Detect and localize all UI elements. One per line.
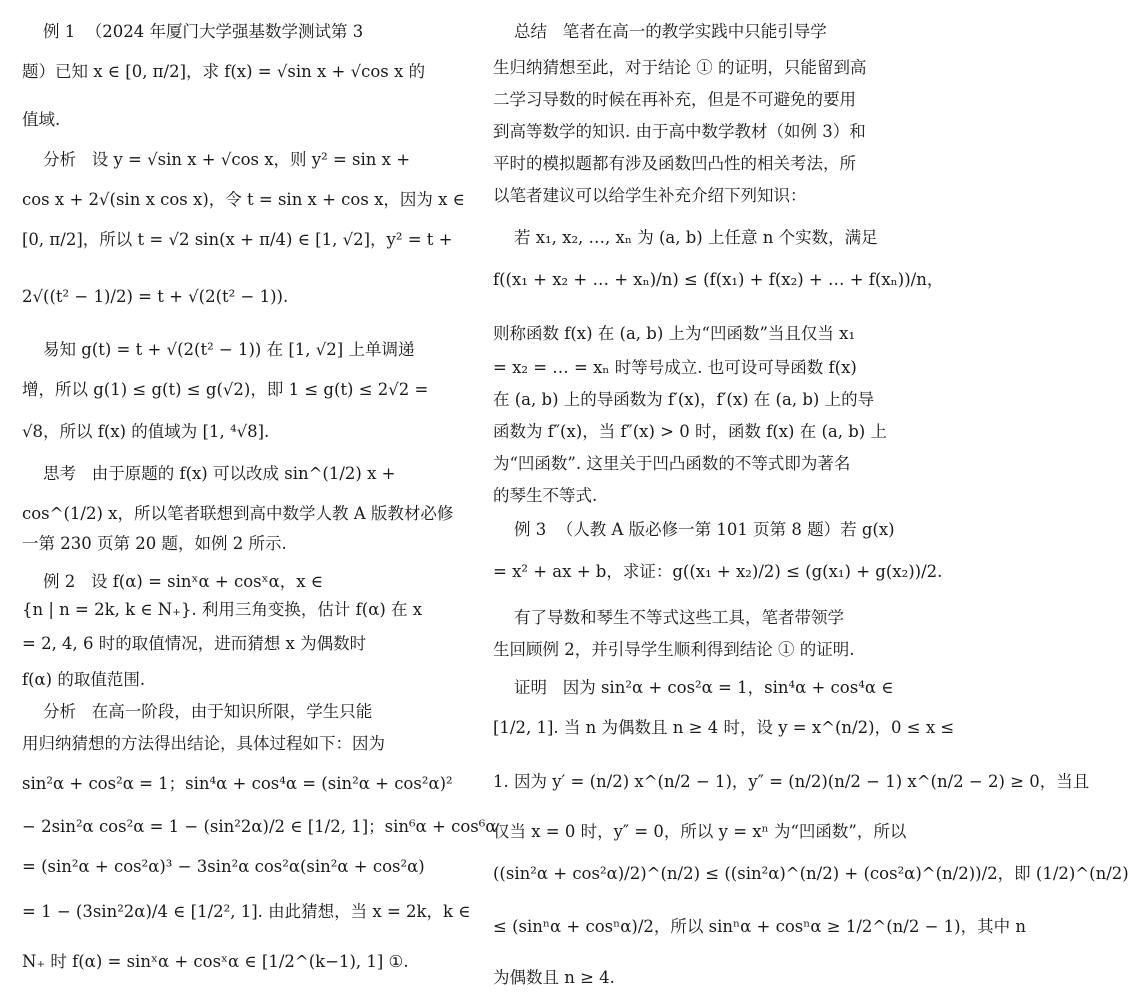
left-line [22, 772, 462, 796]
left-line-text: sin²α + cos²α = 1；sin⁴α + cos⁴α = (sin²α + cos²α)² [22, 774, 453, 793]
left-line-text: √8，所以 f(x) 的值域为 [1, ⁴√8]. [22, 422, 270, 441]
right-line-text: 证明 因为 sin²α + cos²α = 1，sin⁴α + cos⁴α ∈ [493, 678, 894, 697]
left-line-text: 例 2 设 f(α) = sinˣα + cosˣα，x ∈ [22, 572, 324, 591]
left-line [22, 632, 462, 656]
left-line-text: 用归纳猜想的方法得出结论，具体过程如下：因为 [22, 734, 385, 753]
right-line-text: 有了导数和琴生不等式这些工具，笔者带领学 [493, 608, 844, 627]
right-line-text: 若 x₁, x₂, …, xₙ 为 (a, b) 上任意 n 个实数，满足 [493, 228, 878, 247]
right-line-text: 到高等数学的知识. 由于高中数学教材（如例 3）和 [493, 122, 866, 141]
left-line-text: f(α) 的取值范围. [22, 670, 146, 689]
right-line [493, 184, 933, 208]
right-line-text: ((sin²α + cos²α)/2)^(n/2) ≤ ((sin²α)^(n/2) + (cos²α)^(n/2))/2，即 (1/2)^(n/2) [493, 864, 1129, 883]
right-line-text: 则称函数 f(x) 在 (a, b) 上为“凹函数”当且仅当 x₁ [493, 324, 856, 343]
right-line-text: 生归纳猜想至此，对于结论 ① 的证明，只能留到高 [493, 58, 867, 77]
right-line-text: 例 3 （人教 A 版必修一第 101 页第 8 题）若 g(x) [493, 520, 895, 539]
right-line [493, 862, 1129, 886]
left-line-text: 分析 在高一阶段，由于知识所限，学生只能 [22, 702, 373, 721]
right-line-text: 以笔者建议可以给学生补充介绍下列知识： [493, 186, 807, 205]
right-line [493, 638, 933, 662]
left-line-text: = 1 − (3sin²2α)/4 ∈ [1/2², 1]. 由此猜想，当 x = 2k，k ∈ [22, 902, 471, 921]
right-line [493, 770, 1090, 794]
left-line-text: = (sin²α + cos²α)³ − 3sin²α cos²α(sin²α + cos²α) [22, 857, 425, 876]
right-line-text: 二学习导数的时候在再补充，但是不可避免的要用 [493, 90, 856, 109]
right-line-text: 为“凹函数”. 这里关于凹凸函数的不等式即为著名 [493, 454, 851, 473]
left-line [22, 855, 462, 879]
left-line-text: cos x + 2√(sin x cos x)，令 t = sin x + cos x，因为 x ∈ [22, 190, 465, 209]
right-line-text: 为偶数且 n ≥ 4. [493, 968, 615, 987]
right-line [493, 268, 944, 292]
right-line-text: 总结 笔者在高一的教学实践中只能引导学 [493, 22, 827, 41]
right-line-text: 在 (a, b) 上的导函数为 f′(x)，f′(x) 在 (a, b) 上的导 [493, 390, 875, 409]
left-line-text: 2√((t² − 1)/2) = t + √(2(t² − 1)). [22, 287, 289, 306]
left-line [22, 108, 462, 132]
left-column [22, 0, 497, 1000]
right-line-text: ≤ (sinⁿα + cosⁿα)/2，所以 sinⁿα + cosⁿα ≥ 1/2^(n/2 − 1)，其中 n [493, 917, 1026, 936]
left-line [22, 420, 462, 444]
right-line [493, 20, 933, 44]
left-line [22, 570, 462, 594]
right-line [493, 322, 933, 346]
right-line-text: = x₂ = … = xₙ 时等号成立. 也可设可导函数 f(x) [493, 358, 857, 377]
right-line [493, 820, 933, 844]
left-line-text: N₊ 时 f(α) = sinˣα + cosˣα ∈ [1/2^(k−1), 1] ①. [22, 952, 409, 971]
right-line [493, 716, 955, 740]
right-line-text: 仅当 x = 0 时，y″ = 0，所以 y = xⁿ 为“凹函数”，所以 [493, 822, 907, 841]
left-line [22, 285, 462, 309]
right-column [493, 0, 1129, 1000]
left-line [22, 668, 462, 692]
left-line [22, 950, 462, 974]
right-line-text: 函数为 f″(x)，当 f″(x) > 0 时，函数 f(x) 在 (a, b) 上 [493, 422, 887, 441]
right-line-text: 平时的模拟题都有涉及函数凹凸性的相关考法，所 [493, 154, 856, 173]
left-line [22, 502, 462, 526]
left-line-text: 增，所以 g(1) ≤ g(t) ≤ g(√2)，即 1 ≤ g(t) ≤ 2√2 = [22, 380, 429, 399]
right-line-text: 1. 因为 y′ = (n/2) x^(n/2 − 1)，y″ = (n/2)(n/2 − 1) x^(n/2 − 2) ≥ 0，当且 [493, 772, 1090, 791]
left-line [22, 148, 462, 172]
right-line [493, 560, 943, 584]
right-line [493, 452, 933, 476]
left-line-text: − 2sin²α cos²α = 1 − (sin²2α)/2 ∈ [1/2, 1]；sin⁶α + cos⁶α [22, 817, 497, 836]
left-line [22, 900, 471, 924]
left-line-text: 易知 g(t) = t + √(2(t² − 1)) 在 [1, √2] 上单调递 [22, 340, 415, 359]
left-line-text: 值域. [22, 110, 61, 129]
right-line [493, 915, 1026, 939]
left-line-text: 分析 设 y = √sin x + √cos x，则 y² = sin x + [22, 150, 411, 169]
left-line [22, 228, 462, 252]
right-line-text: = x² + ax + b，求证：g((x₁ + x₂)/2) ≤ (g(x₁) + g(x₂))/2. [493, 562, 943, 581]
left-line-text: {n | n = 2k, k ∈ N₊}. 利用三角变换，估计 f(α) 在 x [22, 600, 423, 619]
left-line-text: 题）已知 x ∈ [0, π/2]，求 f(x) = √sin x + √cos x 的 [22, 62, 426, 81]
right-line [493, 88, 933, 112]
right-line [493, 518, 933, 542]
left-line-text: [0, π/2]，所以 t = √2 sin(x + π/4) ∈ [1, √2]，y² = t + [22, 230, 453, 249]
right-line [493, 356, 933, 380]
right-line-text: 生回顾例 2，并引导学生顺利得到结论 ① 的证明. [493, 640, 855, 659]
left-line [22, 598, 462, 622]
right-line [493, 56, 933, 80]
right-line [493, 388, 933, 412]
right-line [493, 152, 933, 176]
left-line-text: 一第 230 页第 20 题，如例 2 所示. [22, 534, 287, 553]
left-line [22, 338, 462, 362]
left-line-text: 思考 由于原题的 f(x) 可以改成 sin^(1/2) x + [22, 464, 396, 483]
left-line [22, 188, 465, 212]
right-line-text: 的琴生不等式. [493, 486, 598, 505]
left-line [22, 60, 462, 84]
right-line [493, 606, 933, 630]
right-line [493, 420, 933, 444]
left-line-text: 例 1 （2024 年厦门大学强基数学测试第 3 [22, 22, 364, 41]
right-line [493, 966, 933, 990]
right-line-text: [1/2, 1]. 当 n 为偶数且 n ≥ 4 时，设 y = x^(n/2)，0 ≤ x ≤ [493, 718, 955, 737]
left-line [22, 732, 462, 756]
left-line [22, 378, 462, 402]
left-line-text: cos^(1/2) x，所以笔者联想到高中数学人教 A 版教材必修 [22, 504, 454, 523]
left-line [22, 462, 462, 486]
left-line [22, 532, 462, 556]
left-line [22, 20, 462, 44]
right-line-text: f((x₁ + x₂ + … + xₙ)/n) ≤ (f(x₁) + f(x₂) + … + f(xₙ))/n， [493, 270, 944, 289]
right-line [493, 484, 933, 508]
left-line-text: = 2, 4, 6 时的取值情况，进而猜想 x 为偶数时 [22, 634, 367, 653]
right-line [493, 676, 933, 700]
left-line [22, 815, 497, 839]
left-line [22, 700, 462, 724]
right-line [493, 120, 933, 144]
right-line [493, 226, 933, 250]
